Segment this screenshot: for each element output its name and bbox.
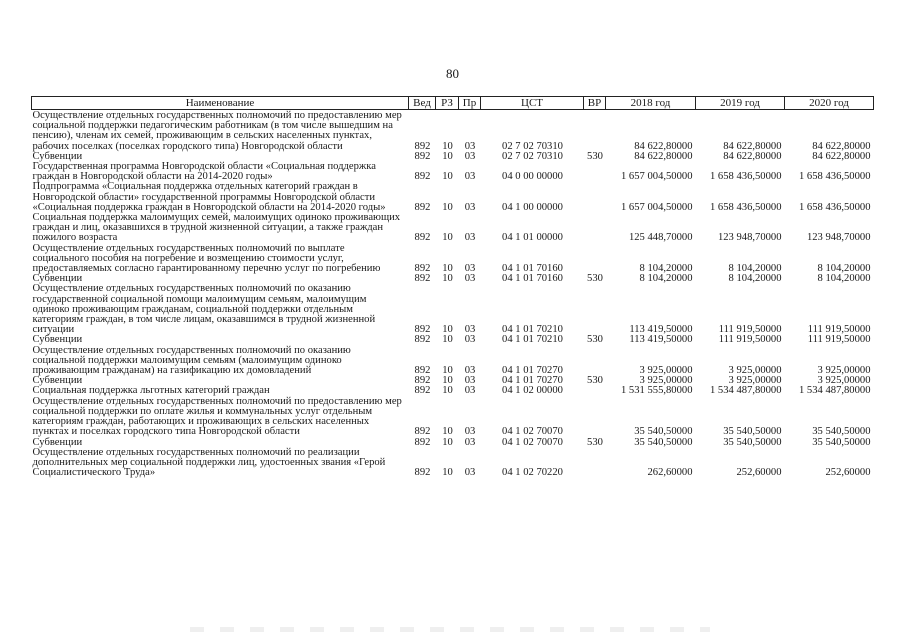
row-value-2020: 111 919,50000 xyxy=(807,334,871,346)
row-vr xyxy=(584,244,606,275)
row-cst: 04 1 01 00000 xyxy=(502,232,563,244)
row-cst: 04 1 02 70070 xyxy=(502,436,563,448)
row-rz: 10 xyxy=(442,436,453,448)
row-vr: 530 xyxy=(587,334,603,346)
row-pr: 03 xyxy=(464,436,476,448)
row-vr: 530 xyxy=(587,436,603,448)
row-value-2018: 35 540,50000 xyxy=(634,436,693,448)
row-value-2020: 1 658 436,50000 xyxy=(798,201,871,213)
row-cst: 04 1 02 70070 xyxy=(502,426,563,438)
row-cst: 04 1 01 70270 xyxy=(502,375,563,387)
row-rz: 10 xyxy=(442,375,453,387)
row-vr xyxy=(584,213,606,244)
row-name: Осуществление отдельных государственных полномочий по реализации дополнительных мер социальной поддержки лиц, удостоенных звания «Герой Социалистического Труда» xyxy=(32,446,386,479)
row-name: Субвенции xyxy=(32,436,83,448)
row-value-2019: 3 925,00000 xyxy=(728,375,782,387)
row-name: Субвенции xyxy=(32,375,83,387)
row-rz: 10 xyxy=(442,232,453,244)
header-name: Наименование xyxy=(32,97,409,110)
row-ved: 892 xyxy=(414,436,431,448)
row-value-2019: 1 658 436,50000 xyxy=(709,171,782,183)
row-value-2019: 84 622,80000 xyxy=(723,150,782,162)
row-pr: 03 xyxy=(464,334,476,346)
table-row xyxy=(32,397,874,438)
row-ved: 892 xyxy=(414,273,431,285)
row-vr xyxy=(584,386,606,396)
row-pr: 03 xyxy=(464,385,476,397)
row-pr: 03 xyxy=(464,375,476,387)
row-cst: 02 7 02 70310 xyxy=(502,140,563,152)
row-value-2019: 84 622,80000 xyxy=(723,140,782,152)
row-rz: 10 xyxy=(442,171,453,183)
row-cst: 04 1 02 70220 xyxy=(502,467,563,479)
row-pr: 03 xyxy=(464,150,476,162)
row-value-2019: 1 658 436,50000 xyxy=(709,201,782,213)
row-value-2020: 111 919,50000 xyxy=(807,324,871,336)
row-ved: 892 xyxy=(414,375,431,387)
row-name: Социальная поддержка льготных категорий граждан xyxy=(32,385,270,397)
row-value-2019: 123 948,70000 xyxy=(717,232,782,244)
row-value-2019: 8 104,20000 xyxy=(728,273,782,285)
table-row xyxy=(32,448,874,479)
row-name: Осуществление отдельных государственных полномочий по предоставлению мер социальной поддержки по оплате жилья и коммунальных услуг отдельным категориям граждан, работающих и проживающих в сельских населенных пунктах и поселках городского типа Новгородской области xyxy=(32,395,402,438)
row-ved: 892 xyxy=(414,201,431,213)
row-rz: 10 xyxy=(442,426,453,438)
row-name: Осуществление отдельных государственных полномочий по оказанию социальной поддержки малоимущим семьям (малоимущим одиноко проживающим гражданам) на газификацию их домовладений xyxy=(32,344,351,377)
row-value-2018: 8 104,20000 xyxy=(639,273,693,285)
row-cst: 04 0 00 00000 xyxy=(502,171,563,183)
row-ved: 892 xyxy=(414,150,431,162)
row-vr: 530 xyxy=(587,375,603,387)
table-row xyxy=(32,213,874,244)
table-row xyxy=(32,244,874,275)
row-pr: 03 xyxy=(464,263,476,275)
row-name: Осуществление отдельных государственных полномочий по выплате социального пособия на погребение и возмещению стоимости услуг, предоставляемых согласно гарантированному перечню услуг по погребению xyxy=(32,242,381,275)
row-vr xyxy=(584,448,606,479)
row-value-2018: 84 622,80000 xyxy=(634,150,693,162)
row-value-2019: 111 919,50000 xyxy=(718,334,782,346)
row-name: Субвенции xyxy=(32,334,83,346)
row-rz: 10 xyxy=(442,467,453,479)
row-name: Социальная поддержка малоимущих семей, малоимущих одиноко проживающих граждан и лиц, оказавшихся в трудной жизненной ситуации, а также граждан пожилого возраста xyxy=(32,212,401,244)
table-row xyxy=(32,284,874,335)
row-name: Осуществление отдельных государственных полномочий по оказанию государственной социальной помощи малоимущим семьям, малоимущим одиноко проживающим гражданам, социальной поддержки отдельным категориям граждан, в том числе лицам, оказавшимся в трудной жизненной ситуации xyxy=(32,283,376,336)
row-vr xyxy=(584,162,606,182)
header-2019: 2019 год xyxy=(696,97,785,110)
row-value-2018: 35 540,50000 xyxy=(634,426,693,438)
row-value-2019: 111 919,50000 xyxy=(718,324,782,336)
row-rz: 10 xyxy=(442,140,453,152)
row-name: Субвенции xyxy=(32,150,83,162)
row-pr: 03 xyxy=(464,324,476,336)
row-value-2020: 1 534 487,80000 xyxy=(798,385,871,397)
row-vr xyxy=(584,110,606,152)
row-rz: 10 xyxy=(442,201,453,213)
row-value-2020: 35 540,50000 xyxy=(812,436,871,448)
row-pr: 03 xyxy=(464,273,476,285)
budget-table xyxy=(31,96,874,478)
header-cst: ЦСТ xyxy=(481,97,584,110)
row-ved: 892 xyxy=(414,426,431,438)
header-vr: ВР xyxy=(584,97,606,110)
row-value-2018: 1 657 004,50000 xyxy=(620,171,693,183)
table-header-row xyxy=(32,97,874,110)
row-value-2018: 8 104,20000 xyxy=(639,263,693,275)
row-value-2020: 3 925,00000 xyxy=(817,375,871,387)
row-value-2019: 35 540,50000 xyxy=(723,436,782,448)
table-row xyxy=(32,110,874,152)
page-number: 80 xyxy=(446,66,459,81)
header-2020: 2020 год xyxy=(785,97,874,110)
row-name: Осуществление отдельных государственных полномочий по предоставлению мер социальной поддержки педагогическим работникам (в том числе вышедшим на пенсию), членам их семей, проживающим в сельских населенных пунктах, рабочих поселках (поселках городского типа) Новгородской области xyxy=(32,110,402,152)
row-value-2019: 3 925,00000 xyxy=(728,365,782,377)
row-cst: 04 1 01 70160 xyxy=(502,263,563,275)
row-value-2018: 1 531 555,80000 xyxy=(620,385,693,397)
row-value-2018: 113 419,50000 xyxy=(629,324,693,336)
row-value-2018: 3 925,00000 xyxy=(639,375,693,387)
row-cst: 04 1 01 70210 xyxy=(502,334,563,346)
table-row xyxy=(32,162,874,182)
row-cst: 04 1 02 00000 xyxy=(502,385,563,397)
row-rz: 10 xyxy=(442,273,453,285)
row-value-2019: 8 104,20000 xyxy=(728,263,782,275)
row-value-2020: 35 540,50000 xyxy=(812,426,871,438)
row-rz: 10 xyxy=(442,334,453,346)
row-value-2020: 8 104,20000 xyxy=(817,263,871,275)
row-value-2020: 84 622,80000 xyxy=(812,140,871,152)
row-value-2020: 1 658 436,50000 xyxy=(798,171,871,183)
row-ved: 892 xyxy=(414,467,431,479)
row-rz: 10 xyxy=(442,150,453,162)
row-value-2020: 123 948,70000 xyxy=(806,232,871,244)
table-row xyxy=(32,346,874,377)
row-cst: 04 1 01 70270 xyxy=(502,365,563,377)
row-cst: 02 7 02 70310 xyxy=(502,150,563,162)
row-vr: 530 xyxy=(587,150,603,162)
row-ved: 892 xyxy=(414,171,431,183)
row-pr: 03 xyxy=(464,232,476,244)
row-cst: 04 1 01 70210 xyxy=(502,324,563,336)
row-ved: 892 xyxy=(414,232,431,244)
row-value-2020: 252,60000 xyxy=(825,467,871,479)
row-vr xyxy=(584,397,606,438)
row-ved: 892 xyxy=(414,140,431,152)
table-row xyxy=(32,182,874,213)
row-rz: 10 xyxy=(442,385,453,397)
header-rz: РЗ xyxy=(436,97,459,110)
scan-artifact xyxy=(190,627,710,632)
row-pr: 03 xyxy=(464,171,476,183)
row-pr: 03 xyxy=(464,140,476,152)
row-vr xyxy=(584,346,606,377)
row-ved: 892 xyxy=(414,365,431,377)
row-name: Подпрограмма «Социальная поддержка отдельных категорий граждан в Новгородской области» государственной программы Новгородской области «Социальная поддержка граждан в Новгородской области на 2014-2020 годы» xyxy=(32,181,386,213)
header-ved: Вед xyxy=(409,97,436,110)
row-value-2018: 3 925,00000 xyxy=(639,365,693,377)
header-2018: 2018 год xyxy=(606,97,696,110)
row-value-2019: 1 534 487,80000 xyxy=(709,385,782,397)
row-value-2018: 1 657 004,50000 xyxy=(620,201,693,213)
row-vr xyxy=(584,182,606,213)
row-vr xyxy=(584,284,606,335)
row-value-2018: 113 419,50000 xyxy=(629,334,693,346)
row-pr: 03 xyxy=(464,201,476,213)
header-pr: Пр xyxy=(459,97,481,110)
row-value-2018: 125 448,70000 xyxy=(628,232,693,244)
row-rz: 10 xyxy=(442,365,453,377)
row-value-2020: 84 622,80000 xyxy=(812,150,871,162)
row-pr: 03 xyxy=(464,467,476,479)
row-value-2019: 35 540,50000 xyxy=(723,426,782,438)
row-name: Субвенции xyxy=(32,273,83,285)
row-value-2020: 3 925,00000 xyxy=(817,365,871,377)
row-value-2020: 8 104,20000 xyxy=(817,273,871,285)
row-vr: 530 xyxy=(587,273,603,285)
row-pr: 03 xyxy=(464,365,476,377)
row-rz: 10 xyxy=(442,324,453,336)
row-value-2018: 84 622,80000 xyxy=(634,140,693,152)
row-cst: 04 1 00 00000 xyxy=(502,201,563,213)
row-ved: 892 xyxy=(414,334,431,346)
row-ved: 892 xyxy=(414,385,431,397)
row-cst: 04 1 01 70160 xyxy=(502,273,563,285)
row-pr: 03 xyxy=(464,426,476,438)
row-value-2018: 262,60000 xyxy=(647,467,693,479)
row-ved: 892 xyxy=(414,263,431,275)
row-rz: 10 xyxy=(442,263,453,275)
row-ved: 892 xyxy=(414,324,431,336)
row-value-2019: 252,60000 xyxy=(736,467,782,479)
table-body xyxy=(32,110,874,479)
row-name: Государственная программа Новгородской области «Социальная поддержка граждан в Новгородской области на 2014-2020 годы» xyxy=(32,161,376,183)
